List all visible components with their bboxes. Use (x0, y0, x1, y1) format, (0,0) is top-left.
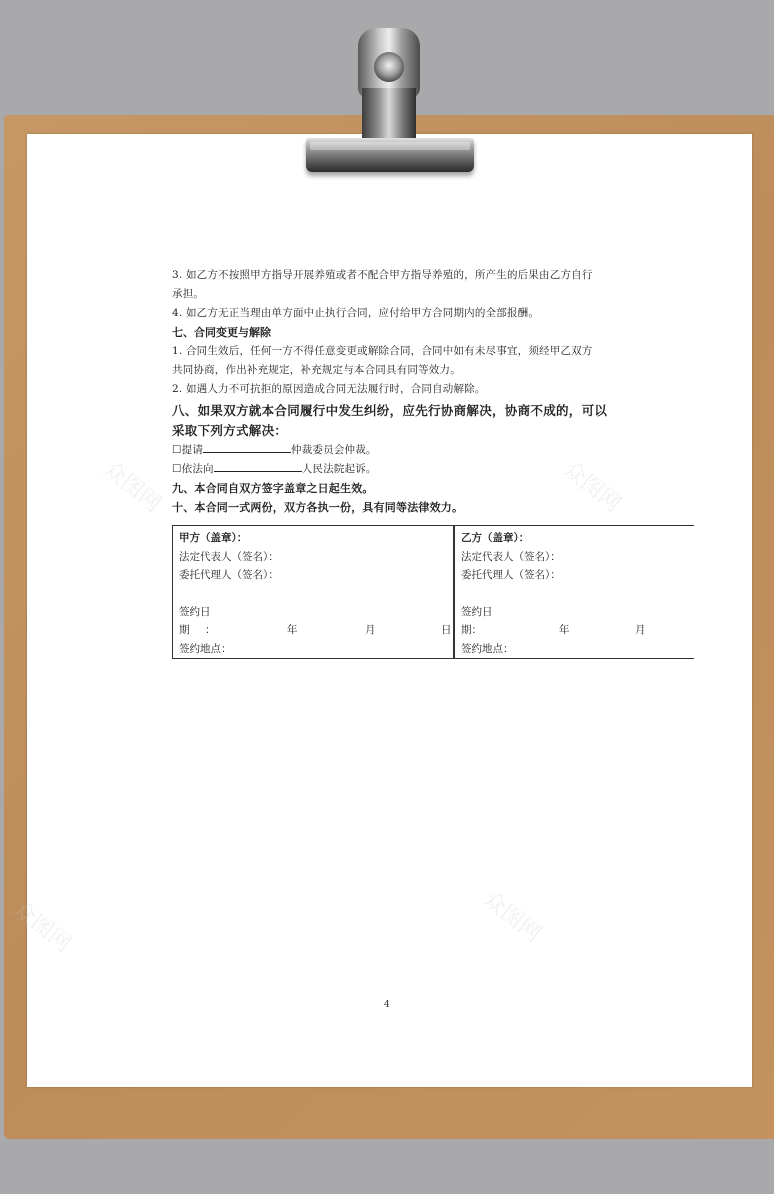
section-heading-8-cont: 采取下列方式解决： (172, 423, 288, 438)
party-b-agent: 委托代理人（签名）： (461, 569, 561, 581)
party-b-date (461, 621, 694, 640)
party-a-cell (172, 526, 454, 658)
option-lawsuit-label: ☐依法向 (172, 463, 214, 475)
date-period: 期 (179, 624, 190, 636)
clause-text: 3. 如乙方不按照甲方指导开展养殖或者不配合甲方指导养殖的，所产生的后果由乙方自行 (172, 269, 593, 281)
section-9: 九、本合同自双方签字盖章之日起生效。 (172, 482, 374, 495)
clause-text: 4. 如乙方无正当理由单方面中止执行合同，应付给甲方合同期内的全部报酬。 (172, 307, 540, 319)
party-b-title: 乙方（盖章）： (461, 532, 530, 544)
section-heading-7: 七、合同变更与解除 (172, 326, 271, 339)
party-b-place: 签约地点： (461, 642, 514, 655)
clause-text: 1. 合同生效后，任何一方不得任意变更或解除合同，合同中如有未尽事宜，须经甲乙双方 (172, 345, 593, 357)
party-a-date-label: 签约日 (179, 605, 211, 618)
option-arbitration-label: ☐提请 (172, 444, 204, 456)
date-year: 年 (287, 624, 298, 636)
watermark: 众图网 (478, 886, 546, 948)
binder-clip-neck (362, 88, 416, 142)
date-year: 年 (559, 624, 570, 636)
contract-text (172, 266, 732, 517)
option-lawsuit-text: 人民法院起诉。 (301, 463, 377, 475)
option-arbitration (172, 441, 732, 460)
section-heading-8: 八、如果双方就本合同履行中发生纠纷，应先行协商解决，协商不成的，可以 (172, 403, 608, 418)
party-a-date (179, 621, 453, 640)
watermark: 众图网 (98, 456, 166, 518)
party-a-title: 甲方（盖章）： (179, 532, 248, 544)
option-lawsuit (172, 460, 732, 479)
section-10: 十、本合同一式两份，双方各执一份，具有同等法律效力。 (172, 501, 464, 514)
clause-text: 承担。 (172, 288, 205, 300)
date-day: 日 (441, 624, 452, 636)
date-colon: ： (205, 624, 216, 636)
party-b-legal-rep: 法定代表人（签名）： (461, 550, 561, 563)
party-a-legal-rep: 法定代表人（签名）： (179, 550, 279, 563)
party-b-date-label: 签约日 (461, 605, 493, 618)
option-arbitration-text: 仲裁委员会仲裁。 (291, 444, 377, 456)
clause-text: 共同协商，作出补充规定，补充规定与本合同具有同等效力。 (172, 364, 461, 376)
date-period: 期： (461, 624, 482, 636)
binder-clip-hole (374, 52, 404, 82)
date-month: 月 (365, 624, 376, 636)
signature-table (172, 525, 694, 659)
clause-text: 2. 如遇人力不可抗拒的原因造成合同无法履行时，合同自动解除。 (172, 383, 486, 395)
party-a-place: 签约地点： (179, 642, 232, 655)
watermark: 众图网 (558, 456, 626, 518)
blank-line (203, 441, 291, 453)
binder-clip-highlight (310, 142, 470, 150)
watermark: 众图网 (8, 896, 76, 958)
blank-line (214, 460, 302, 472)
date-month: 月 (635, 624, 646, 636)
party-a-agent: 委托代理人（签名）： (179, 569, 279, 581)
page-number: 4 (384, 1000, 390, 1010)
party-b-cell (454, 526, 694, 658)
